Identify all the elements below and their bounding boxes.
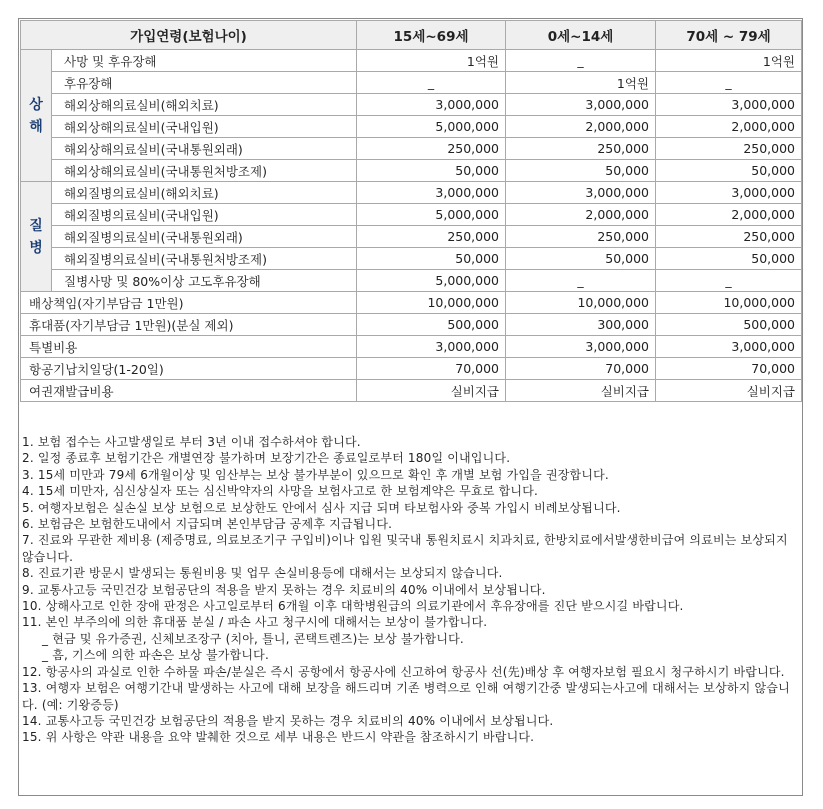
notes-section — [22, 434, 800, 746]
coverage-value: _ — [506, 50, 656, 72]
coverage-value: 1억원 — [506, 72, 656, 94]
coverage-value: 50,000 — [506, 160, 656, 182]
note-item: 6. 보험금은 보험한도내에서 지급되며 본인부담금 공제후 지급됩니다. — [22, 517, 393, 532]
coverage-value: 실비지급 — [357, 380, 506, 402]
coverage-value: 300,000 — [506, 314, 656, 336]
note-item: 5. 여행자보험은 실손실 보상 보험으로 보상한도 안에서 심사 지급 되며 타보험사와 중복 가입시 비례보상됩니다. — [22, 500, 621, 515]
coverage-value: 70,000 — [357, 358, 506, 380]
note-item: 9. 교통사고등 국민건강 보험공단의 적용을 받지 못하는 경우 치료비의 40% 이내에서 보상됩니다. — [22, 582, 546, 597]
coverage-value: 500,000 — [357, 314, 506, 336]
coverage-value: 2,000,000 — [656, 204, 802, 226]
table-row — [21, 336, 802, 358]
note-item: 12. 항공사의 과실로 인한 수하물 파손/분실은 즉시 공항에서 항공사에 신고하여 항공사 선(先)배상 후 여행자보험 필요시 청구하시기 바랍니다. — [22, 664, 785, 679]
table-row — [21, 182, 802, 204]
coverage-value: _ — [506, 270, 656, 292]
coverage-value: 실비지급 — [506, 380, 656, 402]
table-row — [21, 358, 802, 380]
coverage-item: 휴대품(자기부담금 1만원)(분실 제외) — [21, 314, 357, 336]
age-group-header: 15세~69세 — [357, 21, 506, 50]
table-row — [21, 72, 802, 94]
illness-group-label: 질 병 — [21, 182, 52, 292]
coverage-value: 10,000,000 — [506, 292, 656, 314]
coverage-item: 해외질병의료실비(해외치료) — [52, 182, 357, 204]
table-row — [21, 226, 802, 248]
table-row — [21, 160, 802, 182]
coverage-value: 실비지급 — [656, 380, 802, 402]
coverage-value: 1억원 — [357, 50, 506, 72]
coverage-value: 70,000 — [656, 358, 802, 380]
coverage-value: 10,000,000 — [357, 292, 506, 314]
note-item: 15. 위 사항은 약관 내용을 요약 발췌한 것으로 세부 내용은 반드시 약관을 참조하시기 바랍니다. — [22, 730, 535, 745]
coverage-item: 해외상해의료실비(국내통원외래) — [52, 138, 357, 160]
coverage-value: 2,000,000 — [656, 116, 802, 138]
note-item: 7. 진료와 무관한 제비용 (제증명료, 의료보조기구 구입비)이나 입원 및국내 통원치료시 치과치료, 한방치료에서발생한비급여 의료비는 보상되지 않습니다. — [22, 533, 788, 564]
coverage-value: 50,000 — [656, 160, 802, 182]
coverage-value: 500,000 — [656, 314, 802, 336]
note-item: 3. 15세 미만과 79세 6개월이상 및 임산부는 보상 불가부분이 있으므로 확인 후 개별 보험 가입을 권장합니다. — [22, 467, 609, 482]
coverage-value: 250,000 — [506, 138, 656, 160]
coverage-value: _ — [656, 270, 802, 292]
table-row — [21, 94, 802, 116]
table-row — [21, 314, 802, 336]
coverage-value: 10,000,000 — [656, 292, 802, 314]
coverage-value: 1억원 — [656, 50, 802, 72]
coverage-value: 3,000,000 — [506, 94, 656, 116]
table-row — [21, 50, 802, 72]
coverage-value: 3,000,000 — [357, 336, 506, 358]
note-item: 8. 진료기관 방문시 발생되는 통원비용 및 업무 손실비용등에 대해서는 보상되지 않습니다. — [22, 566, 503, 581]
coverage-value: 3,000,000 — [656, 182, 802, 204]
coverage-item: 해외질병의료실비(국내통원처방조제) — [52, 248, 357, 270]
coverage-item: 특별비용 — [21, 336, 357, 358]
coverage-item: 해외상해의료실비(국내입원) — [52, 116, 357, 138]
table-header-row — [21, 21, 802, 50]
coverage-value: 250,000 — [656, 138, 802, 160]
coverage-value: 3,000,000 — [357, 94, 506, 116]
table-row — [21, 116, 802, 138]
note-item: 11. 본인 부주의에 의한 휴대품 분실 / 파손 사고 청구시에 대해서는 보상이 불가합니다. — [22, 615, 488, 630]
coverage-value: 3,000,000 — [656, 336, 802, 358]
coverage-item: 해외상해의료실비(국내통원처방조제) — [52, 160, 357, 182]
coverage-item: 배상책임(자기부담금 1만원) — [21, 292, 357, 314]
coverage-value: 70,000 — [506, 358, 656, 380]
age-label-header: 가입연령(보험나이) — [21, 21, 357, 50]
coverage-value: 50,000 — [656, 248, 802, 270]
coverage-item: 해외질병의료실비(국내통원외래) — [52, 226, 357, 248]
coverage-item: 항공기납치일당(1-20일) — [21, 358, 357, 380]
age-group-header: 70세 ~ 79세 — [656, 21, 802, 50]
table-row — [21, 138, 802, 160]
note-item: 14. 교통사고등 국민건강 보험공단의 적용을 받지 못하는 경우 치료비의 40% 이내에서 보상됩니다. — [22, 713, 554, 728]
coverage-item: 여권재발급비용 — [21, 380, 357, 402]
coverage-value: 50,000 — [357, 160, 506, 182]
coverage-value: 250,000 — [357, 138, 506, 160]
coverage-value: _ — [656, 72, 802, 94]
note-item: 1. 보험 접수는 사고발생일로 부터 3년 이내 접수하셔야 합니다. — [22, 435, 361, 449]
coverage-value: 3,000,000 — [656, 94, 802, 116]
coverage-table — [20, 20, 802, 402]
coverage-value: _ — [357, 72, 506, 94]
coverage-item: 해외질병의료실비(국내입원) — [52, 204, 357, 226]
coverage-value: 250,000 — [506, 226, 656, 248]
table-row — [21, 270, 802, 292]
table-row — [21, 292, 802, 314]
table-row — [21, 248, 802, 270]
coverage-item: 질병사망 및 80%이상 고도후유장해 — [52, 270, 357, 292]
coverage-value: 2,000,000 — [506, 116, 656, 138]
coverage-item: 후유장해 — [52, 72, 357, 94]
coverage-value: 2,000,000 — [506, 204, 656, 226]
note-item: 10. 상해사고로 인한 장애 판정은 사고일로부터 6개월 이후 대학병원급의 의료기관에서 후유장애를 진단 받으시길 바랍니다. — [22, 599, 684, 614]
coverage-value: 3,000,000 — [506, 336, 656, 358]
table-row — [21, 380, 802, 402]
coverage-value: 5,000,000 — [357, 270, 506, 292]
note-item: 4. 15세 미만자, 심신상실자 또는 심신박약자의 사망을 보험사고로 한 보험계약은 무효로 합니다. — [22, 484, 539, 499]
note-item: 2. 일정 종료후 보험기간은 개별연장 불가하며 보장기간은 종료일로부터 180일 이내입니다. — [22, 451, 511, 466]
note-item: 13. 여행자 보험은 여행기간내 발생하는 사고에 대해 보장을 해드리며 기존 병력으로 인해 여행기간중 발생되는사고에 대해서는 보상하지 않습니다. (예: 기왕증등) — [22, 681, 790, 712]
coverage-value: 50,000 — [506, 248, 656, 270]
coverage-value: 5,000,000 — [357, 116, 506, 138]
age-group-header: 0세~14세 — [506, 21, 656, 50]
coverage-item: 해외상해의료실비(해외치료) — [52, 94, 357, 116]
coverage-value: 250,000 — [656, 226, 802, 248]
coverage-item: 사망 및 후유장해 — [52, 50, 357, 72]
coverage-value: 3,000,000 — [357, 182, 506, 204]
note-subitem: _ 현금 및 유가증권, 신체보조장구 (치아, 틀니, 콘택트렌즈)는 보상 불가합니다. — [42, 631, 464, 646]
table-row — [21, 204, 802, 226]
injury-group-label: 상 해 — [21, 50, 52, 182]
coverage-value: 3,000,000 — [506, 182, 656, 204]
coverage-value: 50,000 — [357, 248, 506, 270]
note-subitem: _ 흠, 기스에 의한 파손은 보상 불가합니다. — [42, 648, 269, 663]
coverage-value: 5,000,000 — [357, 204, 506, 226]
coverage-value: 250,000 — [357, 226, 506, 248]
